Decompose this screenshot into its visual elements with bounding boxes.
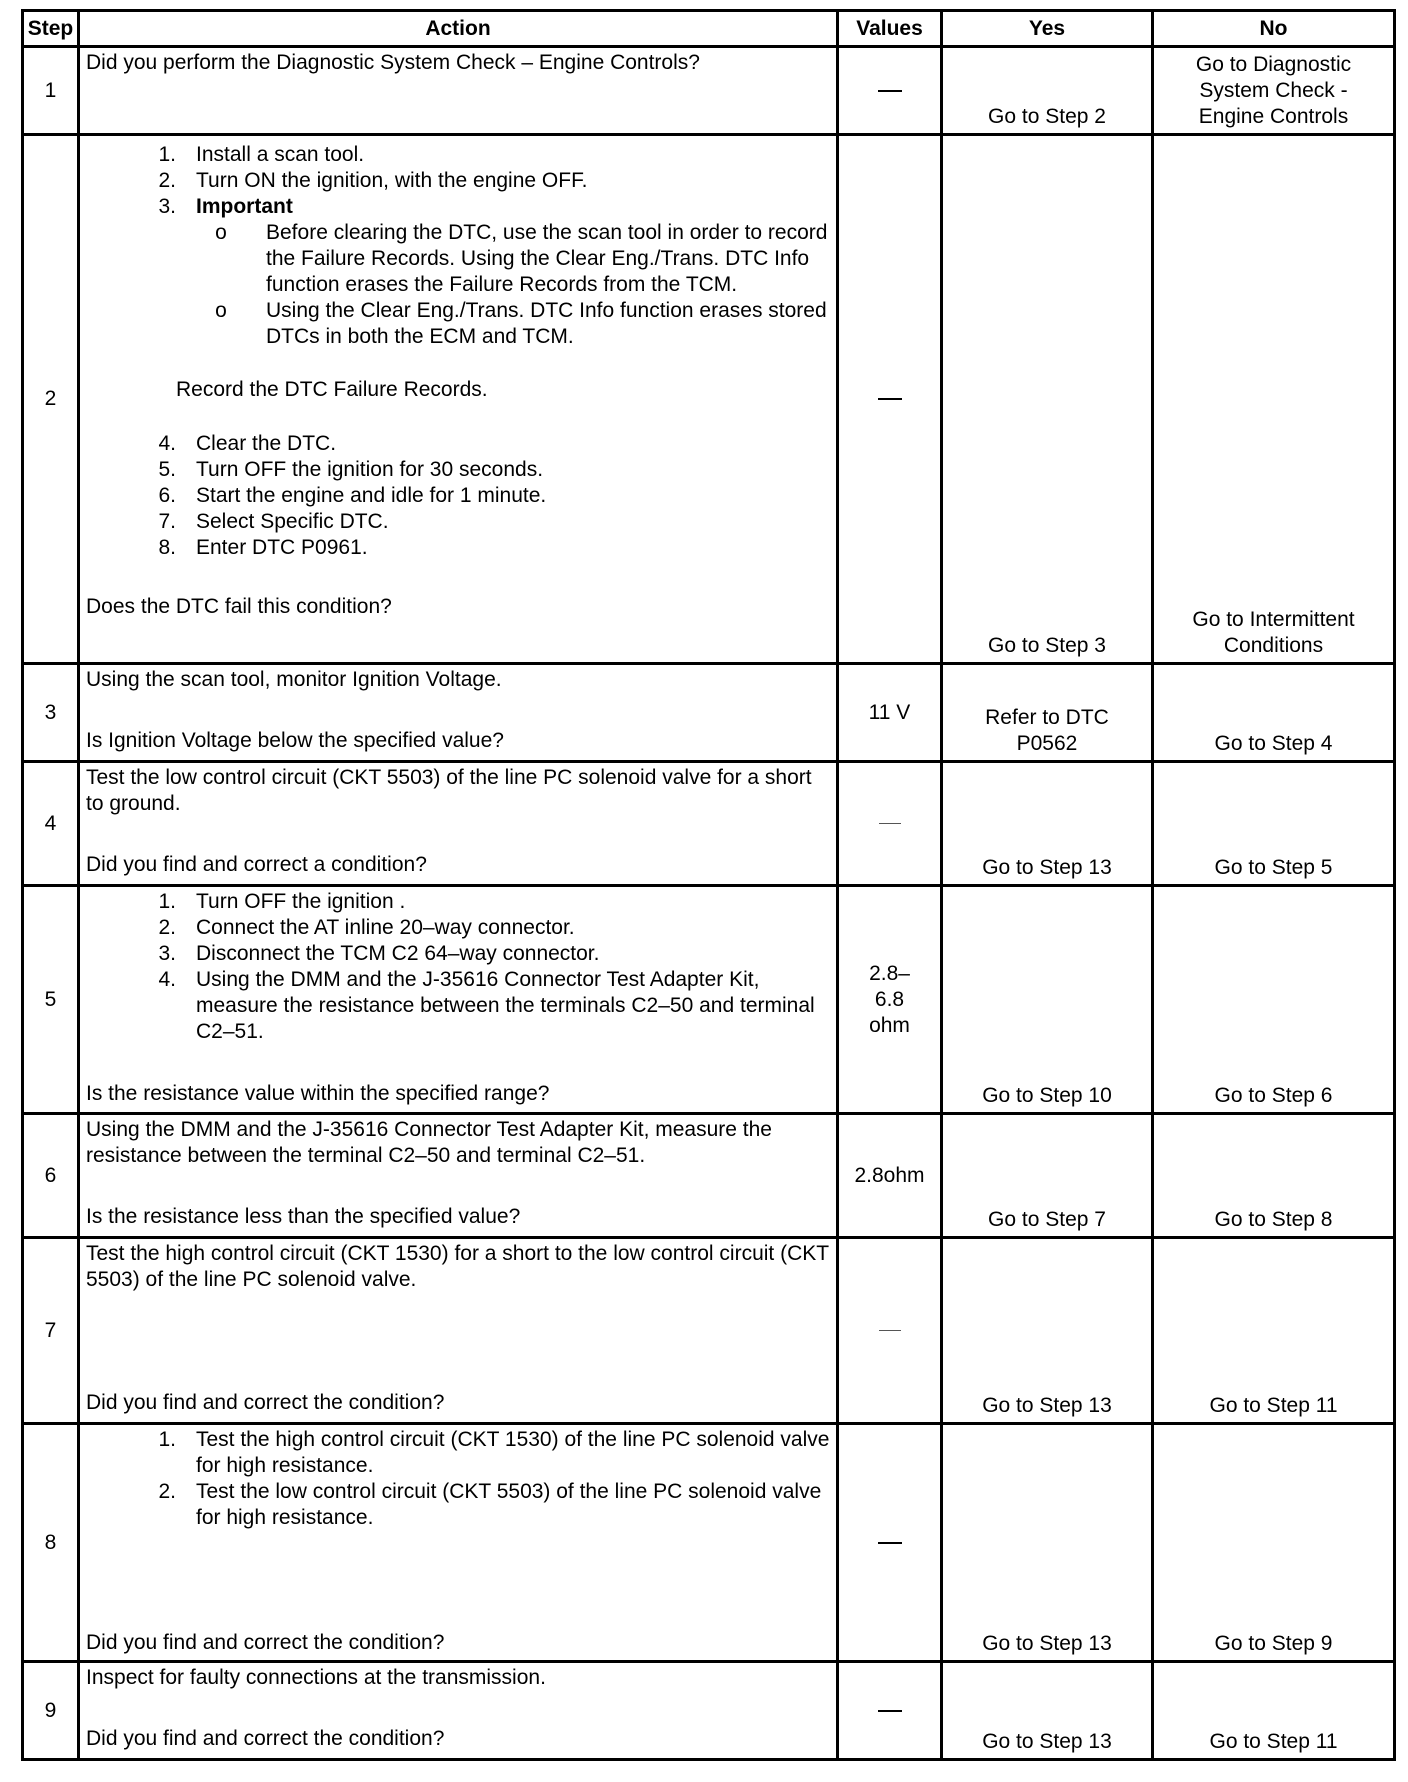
table-row <box>23 1114 1395 1238</box>
action-text: Test the low control circuit (CKT 5503) of the line PC solenoid valve for a short to ground. <box>86 766 812 815</box>
action-question: Did you find and correct the condition? <box>86 1391 445 1414</box>
procedure-item: 1. Install a scan tool. <box>158 143 365 166</box>
procedure-item: 6. Start the engine and idle for 1 minute. <box>158 484 547 507</box>
table-row <box>23 1662 1395 1760</box>
value-dash <box>879 823 901 824</box>
value-cell <box>838 1662 942 1760</box>
step-number: 3 <box>23 664 79 762</box>
action-text: Using the scan tool, monitor Ignition Voltage. <box>86 668 502 691</box>
step-number: 4 <box>23 762 79 886</box>
important-notes <box>86 220 830 350</box>
value-cell: 11 V <box>838 664 942 762</box>
procedure-item: 1. Turn OFF the ignition . <box>158 890 406 913</box>
yes-cell: Go to Step 13 <box>942 1662 1153 1760</box>
value-dash <box>878 1710 902 1712</box>
action-question: Is the resistance value within the specified range? <box>86 1082 550 1105</box>
table-row <box>23 664 1395 762</box>
action-text: Using the DMM and the J-35616 Connector Test Adapter Kit, measure the resistance between the terminal C2–50 and terminal C2–51. <box>86 1118 772 1167</box>
yes-cell: Go to Step 13 <box>942 1238 1153 1424</box>
step-number: 8 <box>23 1424 79 1662</box>
no-cell: Go to Step 11 <box>1153 1662 1395 1760</box>
procedure-item: 1. Test the high control circuit (CKT 1530) of the line PC solenoid valve for high resistance. <box>158 1428 830 1477</box>
header-action: Action <box>79 11 838 47</box>
action-text: Did you perform the Diagnostic System Check – Engine Controls? <box>86 51 700 74</box>
value-cell: 2.8–6.8 ohm <box>838 886 942 1114</box>
step-number: 1 <box>23 47 79 135</box>
procedure-item: 7. Select Specific DTC. <box>158 510 389 533</box>
procedure-item: 5. Turn OFF the ignition for 30 seconds. <box>158 458 544 481</box>
value-dash <box>878 1542 902 1544</box>
table-row <box>23 1424 1395 1662</box>
action-cell <box>79 1114 838 1238</box>
step-number: 9 <box>23 1662 79 1760</box>
table-row <box>23 886 1395 1114</box>
step-number: 6 <box>23 1114 79 1238</box>
value-cell <box>838 1238 942 1424</box>
yes-cell: Go to Step 13 <box>942 1424 1153 1662</box>
value-dash <box>878 398 902 400</box>
action-cell <box>79 886 838 1114</box>
yes-cell: Go to Step 7 <box>942 1114 1153 1238</box>
table-row <box>23 762 1395 886</box>
value-cell <box>838 47 942 135</box>
table-row <box>23 47 1395 135</box>
yes-cell: Go to Step 13 <box>942 762 1153 886</box>
action-cell <box>79 664 838 762</box>
procedure-item: 2. Test the low control circuit (CKT 5503) of the line PC solenoid valve for high resistance. <box>158 1480 822 1529</box>
value-dash <box>879 1330 901 1331</box>
no-cell: Go to Step 5 <box>1153 762 1395 886</box>
header-no: No <box>1153 11 1395 47</box>
action-cell <box>79 762 838 886</box>
action-text: Inspect for faulty connections at the transmission. <box>86 1666 546 1689</box>
yes-cell: Refer to DTC P0562 <box>942 664 1153 762</box>
action-cell <box>79 135 838 664</box>
action-question: Is the resistance less than the specified value? <box>86 1205 521 1228</box>
step-number: 5 <box>23 886 79 1114</box>
value-cell <box>838 135 942 664</box>
no-cell: Go to Step 9 <box>1153 1424 1395 1662</box>
header-values: Values <box>838 11 942 47</box>
value-cell: 2.8ohm <box>838 1114 942 1238</box>
action-question: Is Ignition Voltage below the specified value? <box>86 729 504 752</box>
no-cell: Go to Step 8 <box>1153 1114 1395 1238</box>
procedure-item: 3. Disconnect the TCM C2 64–way connector. <box>158 942 600 965</box>
yes-cell: Go to Step 2 <box>942 47 1153 135</box>
action-question: Did you find and correct the condition? <box>86 1727 445 1750</box>
procedure-item: 4. Using the DMM and the J-35616 Connector Test Adapter Kit, measure the resistance between the terminals C2–50 and terminal C2–51. <box>158 968 815 1043</box>
procedure-item: 8. Enter DTC P0961. <box>158 536 368 559</box>
no-cell: Go to Step 4 <box>1153 664 1395 762</box>
value-cell <box>838 762 942 886</box>
action-question: Does the DTC fail this condition? <box>86 595 392 618</box>
action-question: Did you find and correct the condition? <box>86 1631 445 1654</box>
no-cell: Go to Step 11 <box>1153 1238 1395 1424</box>
procedure-item: 2. Turn ON the ignition, with the engine OFF. <box>158 169 588 192</box>
header-yes: Yes <box>942 11 1153 47</box>
table-row <box>23 1238 1395 1424</box>
procedure-list <box>86 889 830 1045</box>
table-row <box>23 135 1395 664</box>
yes-cell: Go to Step 10 <box>942 886 1153 1114</box>
header-step: Step <box>23 11 79 47</box>
no-cell: Go to Intermittent Conditions <box>1153 135 1395 664</box>
value-cell <box>838 1424 942 1662</box>
action-cell <box>79 47 838 135</box>
procedure-list <box>86 1427 830 1531</box>
action-cell <box>79 1424 838 1662</box>
procedure-item: 2. Connect the AT inline 20–way connector. <box>158 916 575 939</box>
record-instruction: Record the DTC Failure Records. <box>176 378 488 401</box>
step-number: 7 <box>23 1238 79 1424</box>
procedure-list-continued <box>86 431 830 561</box>
action-question: Did you find and correct a condition? <box>86 853 427 876</box>
action-cell <box>79 1662 838 1760</box>
note-item: o Using the Clear Eng./Trans. DTC Info function erases stored DTCs in both the ECM and TCM. <box>215 299 827 348</box>
no-cell: Go to Diagnostic System Check - Engine Controls <box>1153 47 1395 135</box>
value-dash <box>878 90 902 92</box>
procedure-item: 3. Important <box>158 195 293 218</box>
action-cell <box>79 1238 838 1424</box>
yes-cell: Go to Step 3 <box>942 135 1153 664</box>
step-number: 2 <box>23 135 79 664</box>
diagnostic-table <box>21 9 1396 1761</box>
no-cell: Go to Step 6 <box>1153 886 1395 1114</box>
note-item: o Before clearing the DTC, use the scan tool in order to record the Failure Records. Using the Clear Eng./Trans. DTC Info function erases the Failure Records from the TCM. <box>215 221 828 296</box>
header-row <box>23 11 1395 47</box>
procedure-item: 4. Clear the DTC. <box>158 432 337 455</box>
procedure-list <box>86 142 830 220</box>
action-text: Test the high control circuit (CKT 1530) for a short to the low control circuit (CKT 5503) of the line PC solenoid valve. <box>86 1242 829 1291</box>
